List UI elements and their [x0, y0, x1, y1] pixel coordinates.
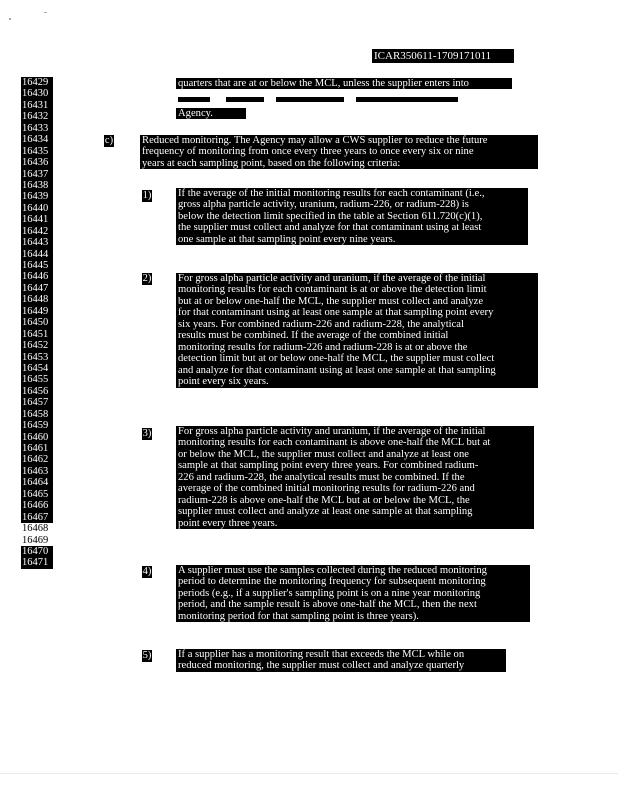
item-line: gross alpha particle activity, uranium, radium-226, or radium-228) is: [178, 199, 469, 211]
redaction-bar: [356, 97, 458, 102]
line-number: 16434: [22, 134, 49, 146]
item-4-paragraph: [176, 565, 530, 622]
line-number: 16440: [22, 202, 49, 214]
item-4-marker: 4): [142, 566, 152, 577]
intro-line: Agency.: [178, 108, 213, 119]
line-number: 16453: [22, 351, 49, 363]
line-number: 16430: [22, 88, 49, 100]
item-line: point every six years.: [178, 376, 269, 388]
item-line: results must be combined. If the average of the combined initial: [178, 330, 449, 342]
line-number: 16456: [22, 385, 49, 397]
intro-paragraph: [176, 78, 512, 89]
item-3-paragraph: [176, 426, 534, 529]
section-c-paragraph: [140, 135, 538, 169]
line-number: 16470: [22, 545, 49, 557]
item-line: A supplier must use the samples collected during the reduced monitoring: [178, 565, 487, 576]
item-line: reduced monitoring, the supplier must collect and analyze quarterly: [178, 660, 465, 672]
line-number: 16429: [22, 77, 49, 88]
line-number: 16457: [22, 397, 49, 409]
item-line: radium-228 is above one-half the MCL but at or below the MCL, the: [178, 494, 470, 506]
line-number: 16437: [22, 168, 49, 180]
item-line: If a supplier has a monitoring result that exceeds the MCL while on: [178, 649, 465, 660]
line-number: 16463: [22, 465, 49, 477]
item-line: one sample at that sampling point every nine years.: [178, 233, 396, 245]
item-line: periods (e.g., if a supplier's sampling point is on a nine year monitoring: [178, 587, 481, 599]
line-number: 16452: [22, 340, 49, 352]
line-number: 16458: [22, 408, 49, 420]
item-line: below the detection limit specified in the table at Section 611.720(c)(1),: [178, 210, 483, 222]
line-number: 16451: [22, 328, 49, 340]
line-number: 16447: [22, 282, 49, 294]
scan-speck: [44, 12, 47, 13]
item-line: For gross alpha particle activity and uranium, if the average of the initial: [178, 426, 486, 437]
scan-speck: [9, 18, 11, 20]
item-line: the supplier must collect and analyze for that contaminant using at least: [178, 222, 482, 234]
item-2-marker: 2): [142, 273, 152, 284]
section-c-line: years at each sampling point, based on the following criteria:: [142, 157, 401, 169]
item-line: sample at that sampling point every three years. For combined radium-: [178, 460, 479, 472]
line-number: 16460: [22, 431, 49, 443]
line-number: 16449: [22, 305, 49, 317]
line-number: 16436: [22, 157, 49, 169]
line-number: 16462: [22, 454, 49, 466]
line-number: 16464: [22, 477, 49, 489]
line-number: 16444: [22, 248, 49, 260]
line-number: 16455: [22, 374, 49, 386]
item-line: If the average of the initial monitoring results for each contaminant (i.e.,: [178, 188, 485, 199]
item-line: monitoring period for that sampling point is three years).: [178, 610, 419, 622]
intro-line: quarters that are at or below the MCL, unless the supplier enters into: [178, 78, 469, 89]
item-line: monitoring results for each contaminant is above one-half the MCL but at: [178, 437, 491, 449]
line-number: 16450: [22, 317, 49, 329]
line-number: 16468: [21, 523, 53, 534]
item-line: six years. For combined radium-226 and radium-228, the analytical: [178, 318, 464, 330]
line-number: 16467: [22, 511, 49, 523]
line-number: 16445: [22, 260, 49, 271]
item-line: For gross alpha particle activity and uranium, if the average of the initial: [178, 273, 486, 284]
line-number: 16469: [21, 535, 53, 546]
item-line: or below the MCL, the supplier must collect and analyze at least one: [178, 448, 469, 460]
line-number: 16466: [22, 500, 49, 512]
item-3-marker: 3): [142, 428, 152, 439]
line-number: 16438: [22, 179, 49, 191]
line-number-column: [21, 77, 53, 569]
section-c-line: frequency of monitoring from once every three years to once every six or nine: [142, 146, 474, 158]
section-c-marker: c): [104, 135, 114, 146]
line-number: 16442: [22, 225, 49, 237]
item-line: for that contaminant using at least one sample at that sampling point every: [178, 307, 494, 319]
item-1-marker: 1): [142, 190, 152, 201]
item-line: point every three years.: [178, 517, 278, 529]
line-number: 16439: [22, 191, 49, 203]
redaction-bar: [178, 97, 210, 102]
document-id: ICAR350611-1709171011: [372, 49, 514, 63]
line-number: 16461: [22, 443, 49, 454]
item-5-paragraph: [176, 649, 506, 672]
line-number: 16454: [22, 362, 49, 374]
line-number: 16465: [22, 488, 49, 500]
line-number: 16441: [22, 214, 49, 226]
item-line: but at or below one-half the MCL, the supplier must collect and analyze: [178, 295, 484, 307]
item-2-paragraph: [176, 273, 538, 388]
line-number: 16431: [22, 99, 49, 111]
item-line: monitoring results for radium-226 and radium-228 is at or above the: [178, 341, 468, 353]
item-line: detection limit but at or below one-half the MCL, the supplier must collect: [178, 353, 495, 365]
line-number: 16432: [22, 111, 49, 123]
page-bottom-rule: [0, 773, 618, 774]
item-1-paragraph: [176, 188, 528, 245]
section-c-line: Reduced monitoring. The Agency may allow a CWS supplier to reduce the future: [142, 135, 488, 146]
item-line: 226 and radium-228, the analytical results must be combined. If the: [178, 471, 465, 483]
item-line: and analyze for that contaminant using at least one sample at that sampling: [178, 364, 496, 376]
redaction-bar: [226, 97, 264, 102]
line-number: 16446: [22, 271, 49, 283]
line-number: 16435: [22, 145, 49, 157]
intro-closing: [176, 108, 246, 119]
line-number: 16471: [22, 557, 49, 569]
item-line: period to determine the monitoring frequency for subsequent monitoring: [178, 576, 486, 588]
line-number: 16459: [22, 420, 49, 432]
line-number: 16448: [22, 294, 49, 306]
line-number: 16433: [22, 122, 49, 134]
item-5-marker: 5): [142, 650, 152, 661]
item-line: period, and the sample result is above one-half the MCL, then the next: [178, 599, 477, 611]
item-line: supplier must collect and analyze at least one sample at that sampling: [178, 506, 473, 518]
item-line: average of the combined initial monitoring results for radium-226 and: [178, 483, 475, 495]
redaction-bar: [276, 97, 344, 102]
item-line: monitoring results for each contaminant is at or above the detection limit: [178, 284, 487, 296]
line-number: 16443: [22, 237, 49, 249]
